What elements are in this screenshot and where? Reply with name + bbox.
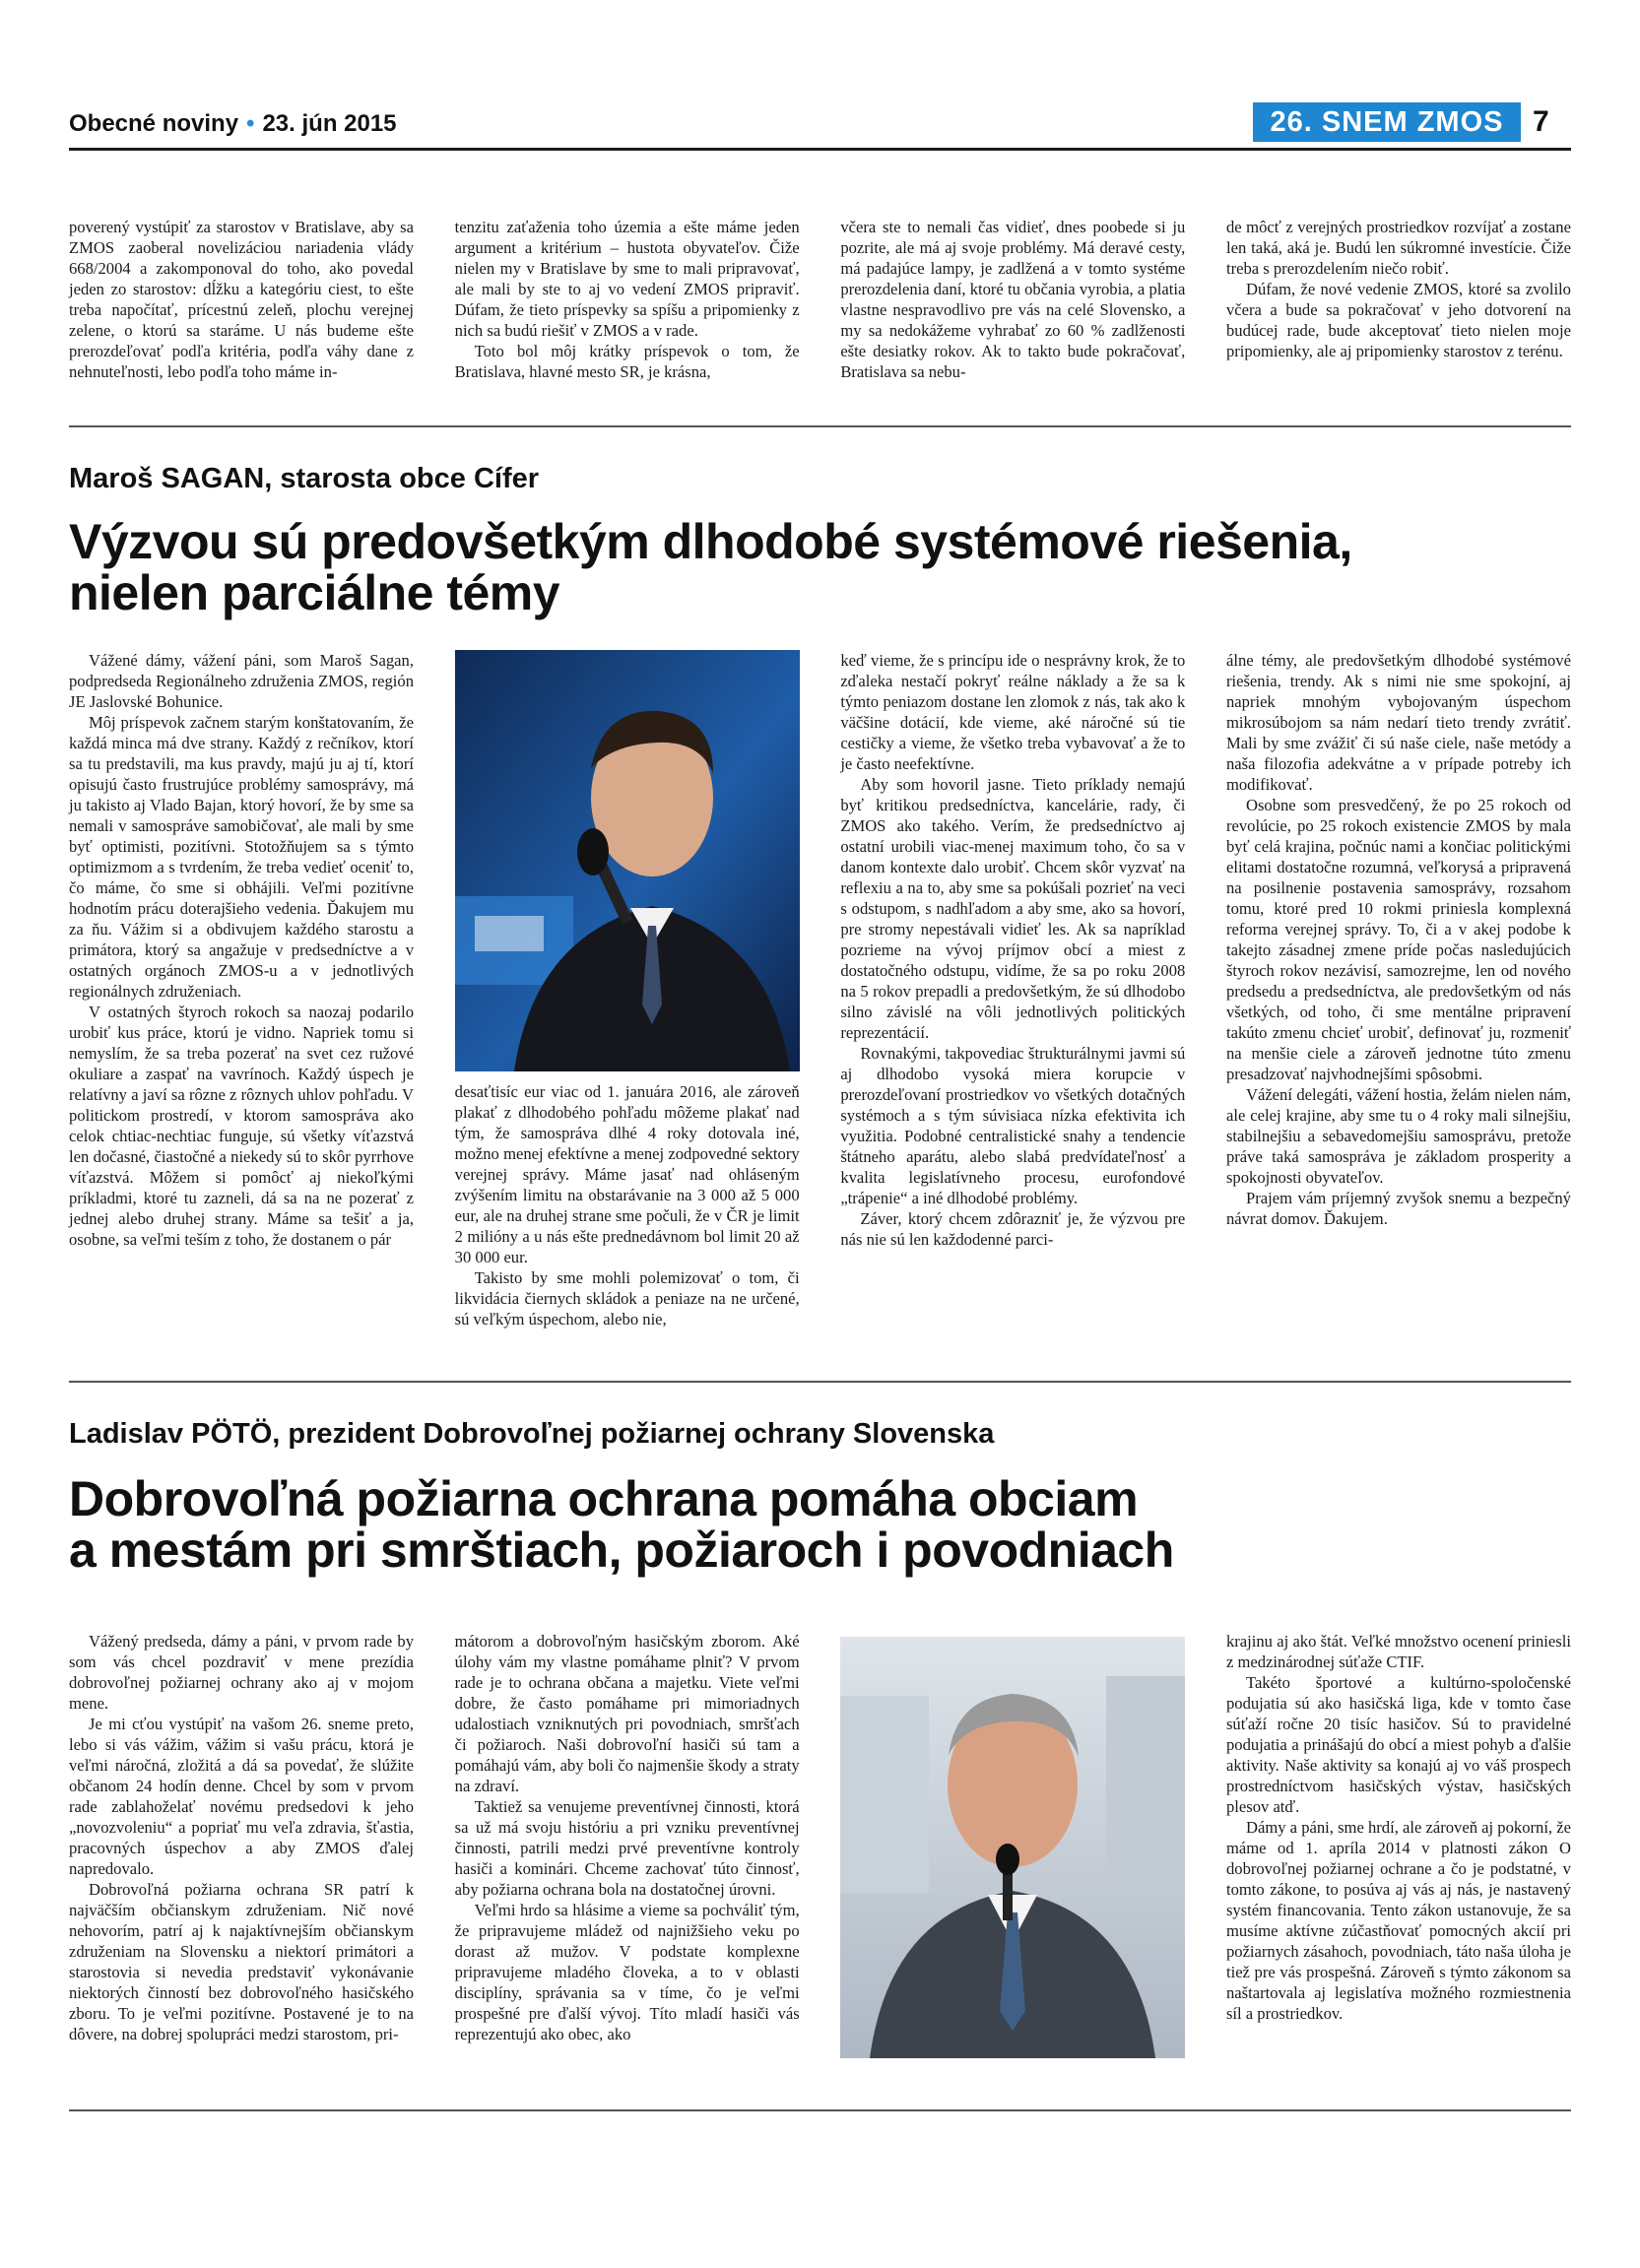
section-divider — [69, 425, 1571, 427]
article-poto-headline — [69, 1473, 1586, 1576]
article-poto-col-4 — [1226, 1631, 1571, 2058]
headline-line: Dobrovoľná požiarna ochrana pomáha obciam — [69, 1471, 1139, 1526]
article-sagan-col-4 — [1226, 650, 1571, 1329]
paragraph: de môcť z verejných prostriedkov rozvíjať a zostane len taká, aká je. Budú len súkromné investície. Čiže treba s prerozdelením niečo robiť. — [1225, 218, 1571, 278]
paragraph: álne témy, ale predovšetkým dlhodobé systémové riešenia, trendy. Ak s nimi nie sme spokojní, aj napriek mnohým vybojovaným úspechom mikrosúbojom sa nám nedarí tieto trendy zvrátiť. Mali by sme zvážiť či sú naše ciele, naše metódy a naša filozofia adekvátne a v prípade potreby ich modifikovať. — [1225, 651, 1571, 794]
paragraph: Záver, ktorý chcem zdôrazniť je, že výzvou pre nás nie sú len každodenné parci- — [840, 1209, 1186, 1249]
separator-dot: • — [246, 110, 255, 137]
paragraph: Dámy a páni, sme hrdí, ale zároveň aj pokorní, že máme od 1. apríla 2014 v platnosti zákon O dobrovoľnej požiarnej ochrane a čo je podstatné, v tomto zákone, to posúva aj vás aj nás, je nastavený systém financovania. Tento zákon ustanovuje, že sa musíme aktívne zúčastňovať pomocných akcií pri požiarnych zásahoch, povodniach, táto naša úloha je tiež pre vás prospešná. Zároveň s týmto zákonom sa naštartovala aj legislatíva možného rozmiestnenia síl a prostriedkov. — [1225, 1818, 1571, 2023]
paragraph: Vážení delegáti, vážení hostia, želám nielen nám, ale celej krajine, aby sme tu o 4 roky mali silnejšiu, stabilnejšiu a sebavedomejšiu samosprávu, pretože práve taká samospráva je základom prosperity a spokojnosti obyvateľov. — [1225, 1085, 1571, 1187]
paragraph: Takéto športové a kultúrno-spoločenské podujatia sú ako hasičská liga, kde v tomto čase súťaží ročne 20 tisíc hasičov. Sú to pravidelné podujatia a prinášajú do obcí a miest pohyb a ďalšie aktivity. Naše aktivity sa konajú aj vo váš prospech prostredníctvom hasičských výstav, hasičských plesov atď. — [1225, 1673, 1571, 1816]
portrait-image — [455, 650, 800, 1071]
paragraph: Taktiež sa venujeme preventívnej činnosti, ktorá sa už má svoju históriu a pri vzniku preventívnej činnosti, patrili medzi prvé preventívne kontroly hasiči a kominári. Chceme zachovať túto činnosť, aby požiarna ochrana bola na dostatočnej úrovni. — [454, 1797, 800, 1899]
article-sagan-columns — [69, 650, 1571, 1329]
paragraph: Rovnakými, takpovediac štrukturálnymi javmi sú aj dlhodobo vysoká miera korupcie v prerozdeľovaní prostriedkov vo všetkých dotačných systémoch a s tým súvisiaca nízka efektivita ich využitia. Podobné centralistické snahy a tendencie štátneho aparátu, alebo slabá predvídateľnosť a kvalita legislatívneho procesu, eurofondové „trápenie“ a iné dlhodobé problémy. — [840, 1044, 1186, 1207]
paragraph: V ostatných štyroch rokoch sa naozaj podarilo urobiť kus práce, ktorú je vidno. Napriek tomu si nemyslím, že sa treba pozerať na svet cez ružové okuliare a zaspať na vavrínoch. Každý úspech je relatívny a javí sa rôzne z rôznych uhlov pohľadu. V politickom prostredí, v ktorom samospráva ako celok chtiac-nechtiac funguje, sú všetky víťazstvá len dočasné, čiastočné a niekedy sú to skôr pyrrhove víťazstvá. Môžem si pomôcť aj niekoľkými príkladmi, ktoré tu zazneli, dá sa na ne pozerať z jednej alebo druhej strany. Máme sa tešiť a ja, osobne, sa veľmi teším z toho, že dostanem o pár — [69, 1003, 414, 1249]
article-top-col-2 — [455, 217, 800, 382]
article-poto-columns — [69, 1631, 1571, 2058]
paragraph: krajinu aj ako štát. Veľké množstvo ocenení priniesli z medzinárodnej súťaže CTIF. — [1225, 1632, 1571, 1671]
article-top-col-1 — [69, 217, 414, 382]
paragraph: Veľmi hrdo sa hlásime a vieme sa pochváliť tým, že pripravujeme mládež od najnižšieho veku po dorast až mužov. V podstate komplexne pripravujeme mladého človeka, a to v oblasti disciplíny, správania sa v tíme, čo je veľmi prospešné pre ďalší vývoj. Títo mladí hasiči vás reprezentujú ako obec, ako — [454, 1901, 800, 2043]
paragraph: Prajem vám príjemný zvyšok snemu a bezpečný návrat domov. Ďakujem. — [1225, 1189, 1571, 1228]
paragraph: desaťtisíc eur viac od 1. januára 2016, ale zároveň plakať z dlhodobého pohľadu môžeme plakať nad tým, že samospráva dlhé 4 roky dotovala iné, možno menej efektívne a menej zodpovedné sektory verejnej správy. Máme jasať nad ohláseným zvýšením limitu na obstarávanie na 3 000 až 5 000 eur, ale na druhej strane sme počuli, že v ČR je limit 2 milióny a u nás ešte prednedávnom bol limit 20 až 30 000 eur. — [454, 1082, 800, 1266]
paragraph: Takisto by sme mohli polemizovať o tom, či likvidácia čiernych skládok a peniaze na ne určené, sú veľkým úspechom, alebo nie, — [454, 1268, 800, 1328]
headline-line: a mestám pri smrštiach, požiaroch i povodniach — [69, 1523, 1174, 1578]
section-divider — [69, 1381, 1571, 1383]
article-top-col-4 — [1226, 217, 1571, 382]
paragraph: Môj príspevok začnem starým konštatovaním, že každá minca má dve strany. Každý z rečníkov, ktorí sa tu predstavili, ma kus pravdy, majú ju aj tí, ktorí opisujú často frustrujúce problémy samosprávy, má ju takisto aj Vlado Bajan, ktorý hovorí, že by sme sa nemali v samospráve samobičovať, ale mali by sme byť optimisti, pozitívni. Stotožňujem sa s týmto optimizmom a s tvrdením, že treba vedieť oceniť to, čo máme, čo sme si obhájili. Veľmi pozitívne hodnotím prácu doterajšieho vedenia. Ďakujem mu za ňu. Vážim si a obdivujem každého starostu a primátora, ktorý sa angažuje v predsedníctve a v ostatných orgánoch ZMOS-u a v jednotlivých regionálnych združeniach. — [69, 713, 414, 1001]
section-badge: 26. SNEM ZMOS — [1253, 102, 1521, 142]
paragraph: včera ste to nemali čas vidieť, dnes poobede si ju pozrite, ale má aj svoje problémy. Má deravé cesty, má padajúce lampy, je zadlžená a v tomto systéme prerozdelenia daní, ktoré tu občania vyrobia, a platia vlastne nespravodlivo pre vás na celé Slovensko, a my sa nedokážeme vyhrabať zo 60 % zadlženosti ešte desiatky rokov. Ak to takto bude pokračovať, Bratislava sa nebu- — [840, 218, 1186, 381]
paragraph: poverený vystúpiť za starostov v Bratislave, aby sa ZMOS zaoberal novelizáciou nariadenia vlády 668/2004 a zakomponoval do toho, ako povedal jeden zo starostov: dĺžku a kategóriu ciest, to ešte treba napočítať, prícestnú zeleň, plochu verejnej zelene, o ktorú sa staráme. U nás budeme ešte prerozdeľovať podľa kritéria, podľa váhy dane z nehnuteľnosti, lebo podľa toho máme in- — [69, 218, 414, 381]
paragraph: keď vieme, že s princípu ide o nesprávny krok, že to zďaleka nestačí pokryť reálne náklady a že sa k týmto peniazom dostane len zlomok z nás, tak ako k väčšine dotácií, kde vieme, aké náročné sú tie cestičky a vieme, že všetko treba vybavovať a že to je často neefektívne. — [840, 651, 1186, 773]
paragraph: Osobne som presvedčený, že po 25 rokoch od revolúcie, po 25 rokoch existencie ZMOS by mala byť celá krajina, počnúc nami a končiac politickými elitami dostatočne rozumná, veľkorysá a pripravená na posilnenie postavenia samosprávy, rozsahom tomu, ktoré pred 10 rokmi priniesla komplexná reforma verejnej správy. To, či a v akej podobe k takejto zásadnej zmene príde počas nasledujúcich štyroch rokov nezávisí, samozrejme, len od nového predsedu a predsedníctva, ale predovšetkým od nás všetkých, od toho, či sme mentálne pripravení takúto zmenu chcieť urobiť, definovať ju, rozmeniť na menšie ciele a zároveň jednotne túto zmenu presadzovať najvhodnejšími spôsobmi. — [1225, 796, 1571, 1083]
portrait-image — [840, 1637, 1185, 2058]
footer-rule — [69, 2109, 1571, 2111]
article-top-columns — [69, 217, 1571, 382]
page-number: 7 — [1533, 105, 1549, 138]
article-poto-col-3 — [840, 1631, 1185, 2058]
article-poto-col-1 — [69, 1631, 414, 2058]
photo-maros-sagan — [455, 650, 800, 1071]
paragraph: tenzitu zaťaženia toho územia a ešte máme jeden argument a kritérium – hustota obyvateľov. Čiže nielen my v Bratislave by sme to mali pripravovať, ale mali by ste to aj vo vedení ZMOS pripraviť. Dúfam, že tieto príspevky sa spíšu a pripomienky z nich sa budú riešiť v ZMOS a v rade. — [454, 218, 800, 340]
headline-line: Výzvou sú predovšetkým dlhodobé systémové riešenia, — [69, 514, 1352, 569]
header-rule — [69, 148, 1571, 151]
paragraph: Dúfam, že nové vedenie ZMOS, ktoré sa zvolilo včera a bude sa pokračovať v jeho dotvorení na budúcej rade, bude akceptovať tieto nielen moje pripomienky, ale aj pripomienky starostov z terénu. — [1225, 280, 1571, 360]
paragraph: mátorom a dobrovoľným hasičským zborom. Aké úlohy vám my vlastne pomáhame plniť? V prvom rade je to ochrana občana a majetku. Viete veľmi dobre, že často pomáhame pri mimoriadnych udalostiach vzniknutých pri povodniach, smršťach či požiaroch. Naši dobrovoľní hasiči sú tam a pomáhajú vám, aby boli čo najmenšie škody a straty na zdraví. — [454, 1632, 800, 1795]
article-sagan-col-2 — [455, 650, 800, 1329]
article-sagan-headline — [69, 516, 1586, 618]
publication-name: Obecné noviny — [69, 110, 239, 137]
paragraph: Aby som hovoril jasne. Tieto príklady nemajú byť kritikou predsedníctva, kancelárie, rady, či ZMOS ako takého. Verím, že predsedníctvo aj ostatní urobili viac-menej maximum toho, čo sa v danom kontexte dalo urobiť. Chcem skôr vyzvať na reflexiu a na to, aby sme sa pokúšali pozrieť na veci s odstupom, s nadhľadom a aby sme, ako sa hovorí, pre stromy nepestávali vidieť les. Ak sa napríklad pozrieme na vývoj príjmov obcí a miest z dostatočného odstupu, vidíme, že sa po roku 2008 na 5 rokov prepadli a predovšetkým, že sú dlhodobo silno závislé na vôli jednotlivých politických reprezentácií. — [840, 775, 1186, 1042]
paragraph: Je mi cťou vystúpiť na vašom 26. sneme preto, lebo si vás vážim, vážim si vašu prácu, ktorá je veľmi náročná, zložitá a dá sa povedať, že slúžite občanom 24 hodín denne. Chcel by som v prvom rade zablahoželať novému predsedovi k jeho „novozvoleniu“ a popriať mu veľa zdravia, šťastia, pracovných úspechov a aby ZMOS ďalej napredovalo. — [69, 1715, 414, 1878]
paragraph: Dobrovoľná požiarna ochrana SR patrí k najväčším občianskym združeniam. Nič nové nehovorím, patrí aj k najaktívnejším občianskym združeniam na Slovensku a niektorí primátori a starostovia si nevedia predstaviť vykonávanie niektorých činností bez dobrovoľného hasičského zboru. To je veľmi pozitívne. Postavené je to na dôvere, na dobrej spolupráci medzi starostom, pri- — [69, 1880, 414, 2043]
paragraph: Vážený predseda, dámy a páni, v prvom rade by som vás chcel pozdraviť v mene prezídia dobrovoľnej požiarnej ochrany ako aj v mojom mene. — [69, 1632, 414, 1713]
article-poto-byline: Ladislav PÖTÖ, prezident Dobrovoľnej požiarnej ochrany Slovenska — [69, 1418, 995, 1450]
paragraph: Vážené dámy, vážení páni, som Maroš Sagan, podpredseda Regionálneho združenia ZMOS, región JE Jaslovské Bohunice. — [69, 651, 414, 711]
headline-line: nielen parciálne témy — [69, 565, 560, 620]
article-top-col-3 — [840, 217, 1185, 382]
article-sagan-col-1 — [69, 650, 414, 1329]
photo-ladislav-poto — [840, 1637, 1185, 2058]
article-poto-col-2 — [455, 1631, 800, 2058]
article-sagan-col-3 — [840, 650, 1185, 1329]
issue-date: 23. jún 2015 — [262, 110, 397, 137]
paragraph: Toto bol môj krátky príspevok o tom, že Bratislava, hlavné mesto SR, je krásna, — [454, 342, 800, 381]
masthead — [69, 110, 397, 138]
article-sagan-byline: Maroš SAGAN, starosta obce Cífer — [69, 463, 540, 494]
